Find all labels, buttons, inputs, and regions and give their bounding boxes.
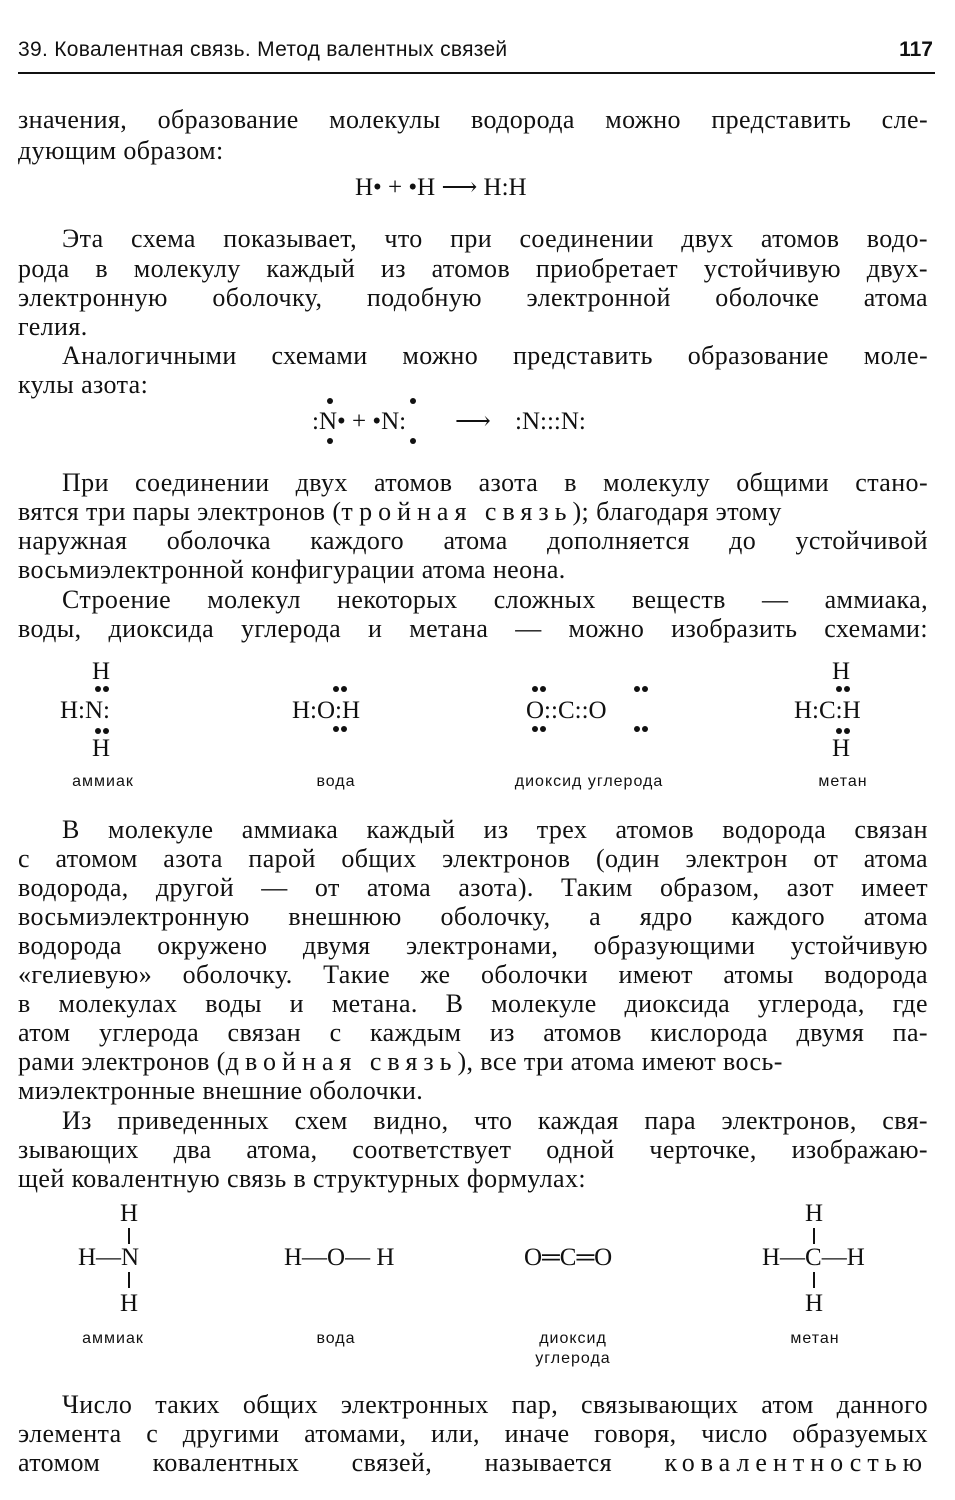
nitrogen-equation-right: :N:::N: xyxy=(515,408,586,435)
lewis-ammonia-bottom-h: H xyxy=(92,735,111,762)
struct-methane-bottom-h: H xyxy=(805,1290,824,1317)
struct-water-row: H—O— H xyxy=(284,1244,395,1271)
text-line: наружная оболочка каждого атома дополняется до устойчивой xyxy=(18,526,928,555)
text-line: в молекулах воды и метана. В молекуле диоксида углерода, где xyxy=(18,989,928,1018)
text-line: Строение молекул некоторых сложных веществ — аммиака, xyxy=(62,585,928,614)
struct-ammonia-row: H—N xyxy=(78,1244,140,1271)
caption-ammonia: аммиак xyxy=(82,1330,144,1347)
text-line: дующим образом: xyxy=(18,136,224,165)
page-number: 117 xyxy=(899,38,933,61)
lewis-co2-row: O::C::O xyxy=(526,697,607,724)
nitrogen-equation-left: :N• + •N: xyxy=(312,408,407,435)
emphasis-term: ковалентностью xyxy=(664,1448,928,1477)
text-span: рами электронов ( xyxy=(18,1047,226,1076)
text-line: электронную оболочку, подобную электронной оболочке атома xyxy=(18,283,928,312)
caption-methane: метан xyxy=(818,773,868,790)
chapter-title: 39. Ковалентная связь. Метод валентных связей xyxy=(18,38,508,61)
struct-ammonia-top-h: H xyxy=(120,1200,139,1227)
hydrogen-equation: H• + •H ⟶ H:H xyxy=(355,174,527,201)
text-line: В молекуле аммиака каждый из трех атомов водорода связан xyxy=(62,815,928,844)
struct-ammonia-bottom-h: H xyxy=(120,1290,139,1317)
caption-methane: метан xyxy=(790,1330,840,1347)
text-line: зывающих два атома, соответствует одной черточке, изображаю- xyxy=(18,1135,928,1164)
text-span: ), все три атома имеют вось- xyxy=(457,1047,783,1076)
text-line: восьмиэлектронную внешнюю оболочку, а ядро каждого атома xyxy=(18,902,928,931)
caption-co2-line2: углерода xyxy=(535,1350,611,1367)
caption-ammonia: аммиак xyxy=(72,773,134,790)
caption-water: вода xyxy=(316,773,356,790)
text-line: Эта схема показывает, что при соединении двух атомов водо- xyxy=(62,224,928,253)
text-line: Из приведенных схем видно, что каждая пара электронов, свя- xyxy=(62,1106,928,1135)
lewis-ammonia-top-h: H xyxy=(92,658,111,685)
lewis-methane-row: H:C:H xyxy=(794,697,861,724)
text-line: элемента с другими атомами, или, иначе говоря, число образуемых xyxy=(18,1419,928,1448)
struct-co2-row: O═C═O xyxy=(524,1244,613,1271)
struct-methane-row: H—C—H xyxy=(762,1244,865,1271)
text-line: Число таких общих электронных пар, связывающих атом данного xyxy=(62,1390,928,1419)
text-line: щей ковалентную связь в структурных формулах: xyxy=(18,1164,587,1193)
text-span: ); благодаря этому xyxy=(572,497,782,526)
caption-co2-line1: диоксид xyxy=(539,1330,607,1347)
emphasis-term: тройная связь xyxy=(341,497,573,526)
reaction-arrow: ⟶ xyxy=(455,408,491,435)
text-line: кулы азота: xyxy=(18,370,149,399)
emphasis-term: двойная связь xyxy=(225,1047,458,1076)
text-line: «гелиевую» оболочку. Такие же оболочки имеют атомы водорода xyxy=(18,960,928,989)
lewis-methane-bottom-h: H xyxy=(832,735,851,762)
caption-water: вода xyxy=(316,1330,356,1347)
text-line: рода в молекулу каждый из атомов приобретает устойчивую двух- xyxy=(18,254,928,283)
lewis-water-row: H:O:H xyxy=(292,697,361,724)
text-span: вятся три пары электронов ( xyxy=(18,497,342,526)
text-span: атомом ковалентных связей, называется xyxy=(18,1448,612,1477)
text-line: гелия. xyxy=(18,312,88,341)
text-line: восьмиэлектронной конфигурации атома неона. xyxy=(18,555,566,584)
text-line: воды, диоксида углерода и метана — можно изобразить схемами: xyxy=(18,614,928,643)
struct-methane-top-h: H xyxy=(805,1200,824,1227)
text-line: водорода окружено двумя электронами, образующими устойчивую xyxy=(18,931,928,960)
text-line: водорода, другой — от атома азота). Таким образом, азот имеет xyxy=(18,873,928,902)
text-line: значения, образование молекулы водорода можно представить сле- xyxy=(18,105,928,134)
text-line: Аналогичными схемами можно представить образование моле- xyxy=(62,341,928,370)
text-line: с атомом азота парой общих электронов (один электрон от атома xyxy=(18,844,928,873)
lewis-methane-top-h: H xyxy=(832,658,851,685)
text-line: атом углерода связан с каждым из атомов кислорода двумя па- xyxy=(18,1018,928,1047)
caption-co2: диоксид углерода xyxy=(514,773,664,790)
text-line: При соединении двух атомов азота в молекулу общими стано- xyxy=(62,468,928,497)
lewis-ammonia-row: H:N: xyxy=(60,697,110,724)
text-line xyxy=(18,1448,928,1477)
text-line: миэлектронные внешние оболочки. xyxy=(18,1076,424,1105)
